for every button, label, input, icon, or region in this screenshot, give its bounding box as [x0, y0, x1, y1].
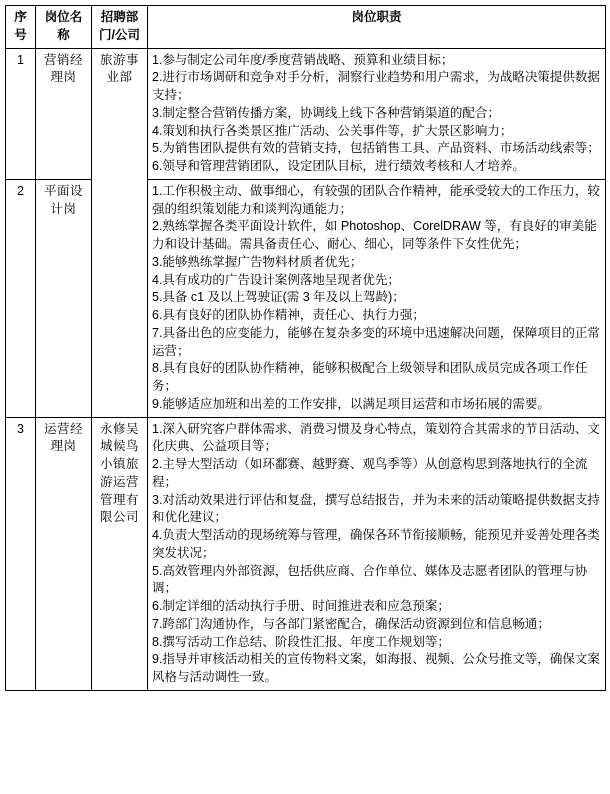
table-row — [6, 48, 606, 179]
duty-line: 8.撰写活动工作总结、阶段性汇报、年度工作规划等； — [152, 634, 450, 649]
duty-line: 4.负责大型活动的现场统筹与管理，确保各环节衔接顺畅，能预见并妥善处理各类突发状况； — [152, 528, 600, 560]
duty-line: 9.指导并审核活动相关的宣传物料文案，如海报、视频、公众号推文等，确保文案风格与活动调性一致。 — [152, 652, 600, 684]
duty-line: 6.具有良好的团队协作精神，责任心、执行力强； — [152, 308, 425, 322]
job-table — [5, 5, 606, 691]
duty-line: 5.高效管理内外部资源，包括供应商、合作单位、媒体及志愿者团队的管理与协调； — [152, 563, 588, 596]
duties-cell — [148, 179, 606, 417]
duty-line: 7.跨部门沟通协作，与各部门紧密配合，确保活动资源到位和信息畅通； — [152, 616, 550, 631]
table-body — [6, 48, 606, 690]
duty-line: 7.具备出色的应变能力，能够在复杂多变的环境中迅速解决问题，保障项目的正常运营； — [152, 325, 600, 358]
duty-line: 2.熟练掌握各类平面设计软件，如 Photoshop、CorelDRAW 等，有良好的审美能力和设计基础。需具备责任心、耐心、细心，同等条件下女性优先； — [152, 219, 597, 251]
department-name: 永修吴城候鸟小镇旅游运营管理有限公司 — [92, 417, 148, 690]
duty-line: 6.制定详细的活动执行手册、时间推进表和应急预案； — [152, 599, 450, 613]
row-number: 1 — [6, 48, 36, 179]
duty-line: 3.制定整合营销传播方案，协调线上线下各种营销渠道的配合； — [152, 105, 500, 120]
duty-line: 5.具备 c1 及以上驾驶证(需 3 年及以上驾龄)； — [152, 290, 405, 305]
duty-line: 3.能够熟练掌握广告物料材质者优先； — [152, 254, 363, 269]
duties-cell — [148, 417, 606, 690]
duty-line: 4.具有成功的广告设计案例落地呈现者优先； — [152, 272, 400, 287]
duties-cell — [148, 48, 606, 179]
duty-line: 5.为销售团队提供有效的营销支持，包括销售工具、产品资料、市场活动线索等； — [152, 141, 600, 156]
post-name: 平面设计岗 — [36, 179, 92, 417]
duty-line: 6.领导和管理营销团队，设定团队目标，进行绩效考核和人才培养。 — [152, 159, 525, 173]
header-cell-dept: 招聘部门/公司 — [92, 6, 148, 49]
duty-line: 1.工作积极主动、做事细心，有较强的团队合作精神，能承受较大的工作压力，较强的组织策划能力和谈判沟通能力； — [152, 183, 600, 216]
row-number: 3 — [6, 417, 36, 690]
header-cell-no: 序号 — [6, 6, 36, 49]
header-cell-duties: 岗位职责 — [148, 6, 606, 49]
row-number: 2 — [6, 179, 36, 417]
department-name: 旅游事业部 — [92, 48, 148, 417]
table-row — [6, 417, 606, 690]
header-cell-post: 岗位名称 — [36, 6, 92, 49]
duty-line: 1.参与制定公司年度/季度营销战略、预算和业绩目标； — [152, 52, 454, 67]
duty-line: 1.深入研究客户群体需求、消费习惯及身心特点，策划符合其需求的节日活动、文化庆典、公益项目等； — [152, 421, 600, 454]
duty-line: 2.主导大型活动（如环鄱赛、越野赛、观鸟季等）从创意构思到落地执行的全流程； — [152, 457, 588, 489]
header-row — [6, 6, 606, 49]
duty-line: 2.进行市场调研和竞争对手分析，洞察行业趋势和用户需求，为战略决策提供数据支持； — [152, 70, 600, 102]
duty-line: 9.能够适应加班和出差的工作安排，以满足项目运营和市场拓展的需要。 — [152, 396, 550, 411]
duty-line: 8.具有良好的团队协作精神，能够积极配合上级领导和团队成员完成各项工作任务； — [152, 361, 588, 393]
post-name: 营销经理岗 — [36, 48, 92, 179]
post-name: 运营经理岗 — [36, 417, 92, 690]
duty-line: 4.策划和执行各类景区推广活动、公关事件等，扩大景区影响力； — [152, 123, 513, 138]
table-header — [6, 6, 606, 49]
duty-line: 3.对活动效果进行评估和复盘，撰写总结报告，并为未来的活动策略提供数据支持和优化建议； — [152, 492, 600, 525]
